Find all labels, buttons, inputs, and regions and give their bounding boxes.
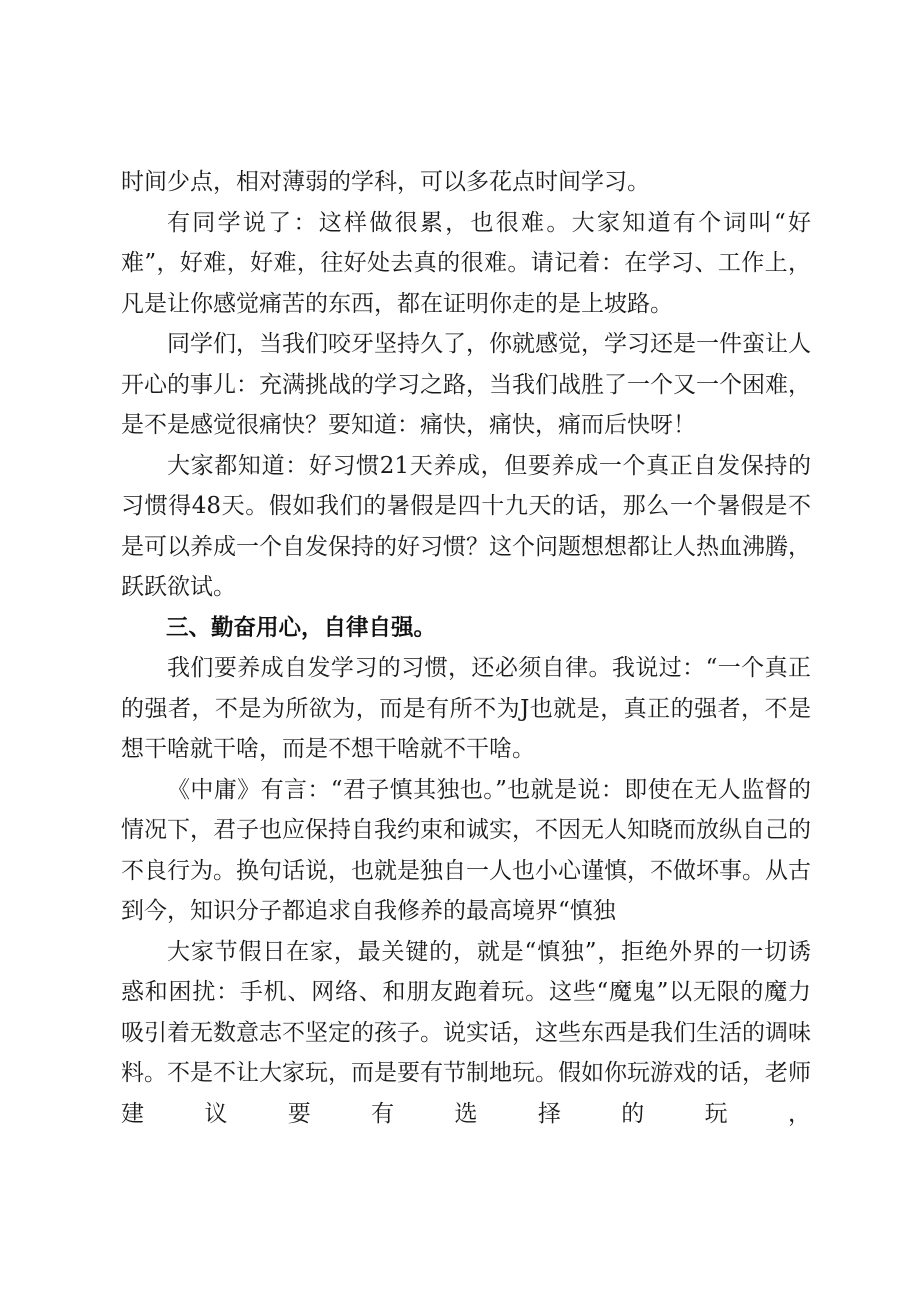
document-body (121, 162, 811, 1134)
paragraph: 大家都知道：好习惯21天养成，但要养成一个真正自发保持的习惯得48天。假如我们的暑假是四十九天的话，那么一个暑假是不是可以养成一个自发保持的好习惯？这个问题想想都让人热血沸腾，跃跃欲试。 (121, 452, 811, 600)
paragraph: 同学们，当我们咬牙坚持久了，你就感觉，学习还是一件蛮让人开心的事儿：充满挑战的学习之路，当我们战胜了一个又一个困难，是不是感觉很痛快？要知道：痛快，痛快，痛而后快呀！ (121, 331, 811, 438)
paragraph: 有同学说了：这样做很累，也很难。大家知道有个词叫“好难”，好难，好难，往好处去真的很难。请记着：在学习、工作上，凡是让你感觉痛苦的东西，都在证明你走的是上坡路。 (121, 209, 811, 317)
paragraph: 大家节假日在家，最关键的，就是“慎独”，拒绝外界的一切诱惑和困扰：手机、网络、和朋友跑着玩。这些“魔鬼”以无限的魔力吸引着无数意志不坚定的孩子。说实话，这些东西是我们生活的调味料。不是不让大家玩，而是要有节制地玩。假如你玩游戏的话，老师建议要有选择的玩， (121, 938, 811, 1127)
section-heading: 三、勤奋用心，自律自强。 (166, 614, 437, 641)
paragraph-continuation: 时间少点，相对薄弱的学科，可以多花点时间学习。 (121, 169, 650, 195)
paragraph: 《中庸》有言：“君子慎其独也。”也就是说：即使在无人监督的情况下，君子也应保持自我约束和诚实，不因无人知晓而放纵自己的不良行为。换句话说，也就是独自一人也小心谨慎，不做坏事。从古到今，知识分子都追求自我修养的最高境界“慎独 (121, 776, 811, 924)
paragraph: 我们要养成自发学习的习惯，还必须自律。我说过：“一个真正的强者，不是为所欲为，而是有所不为J也就是，真正的强者，不是想干啥就干啥，而是不想干啥就不干啥。 (121, 655, 811, 762)
